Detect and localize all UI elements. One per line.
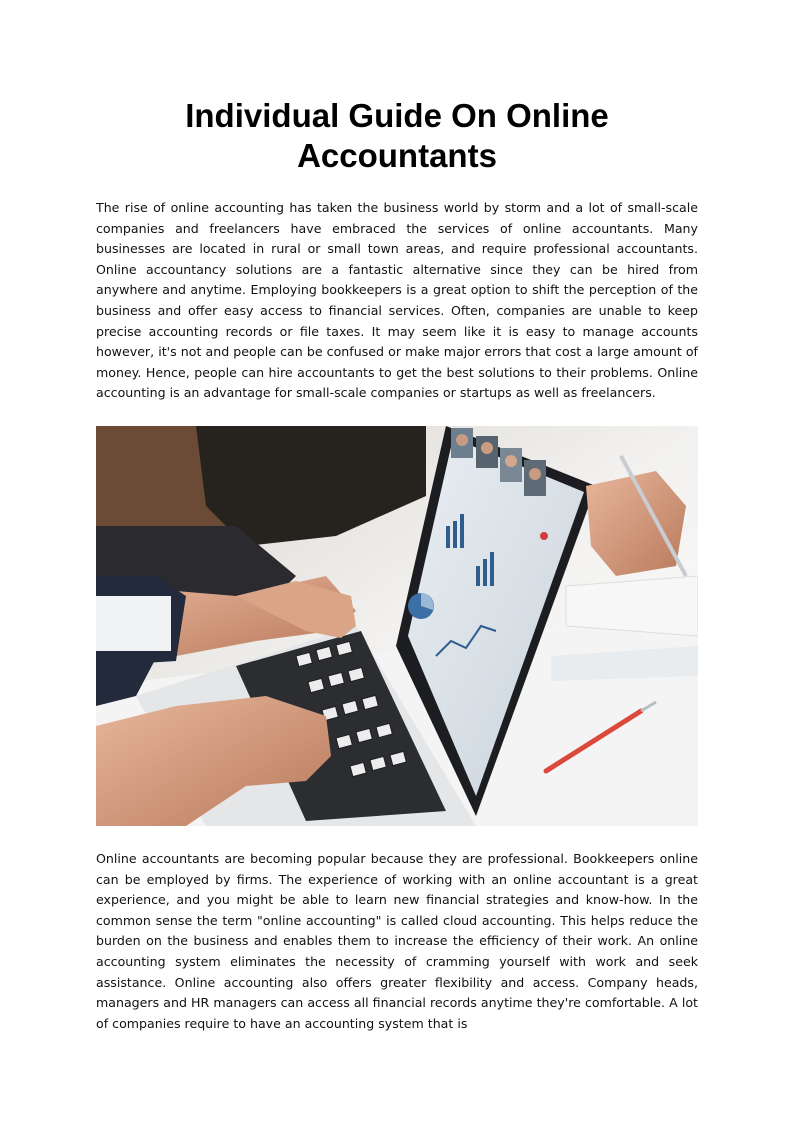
paragraph-intro: The rise of online accounting has taken the business world by storm and a lot of small-scale companies and freelancers have embraced the services of online accountants. Many businesses are located in rural or small town areas, and require professional accountants. Online accountancy solutions are a fantastic alternative since they can be hired from anywhere and anytime. Employing bookkeepers is a great option to shift the perception of the business and offer easy access to financial services. Often, companies are unable to keep precise accounting records or file taxes. It may seem like it is easy to manage accounts however, it's not and people can be confused or make major errors that cost a large amount of money. Hence, people can hire accountants to get the best solutions to their problems. Online accounting is an advantage for small-scale companies or startups as well as freelancers. bbox=[96, 200, 698, 401]
laptop-photo bbox=[96, 426, 698, 826]
title-line-1: Individual Guide On Online bbox=[185, 97, 609, 134]
page-title bbox=[96, 96, 698, 176]
paragraph-benefits: Online accountants are becoming popular because they are professional. Bookkeepers online can be employed by firms. The experience of working with an online accountant is a great experience, and you might be able to learn new financial strategies and know-how. In the common sense the term "online accounting" is called cloud accounting. This helps reduce the burden on the business and enables them to increase the efficiency of their work. An online accounting system eliminates the necessity of cramming yourself with work and seek assistance. Online accounting also offers greater flexibility and access. Company heads, managers and HR managers can access all financial records anytime they're comfortable. A lot of companies require to have an accounting system that is bbox=[96, 851, 698, 1031]
title-line-2: Accountants bbox=[297, 137, 497, 174]
